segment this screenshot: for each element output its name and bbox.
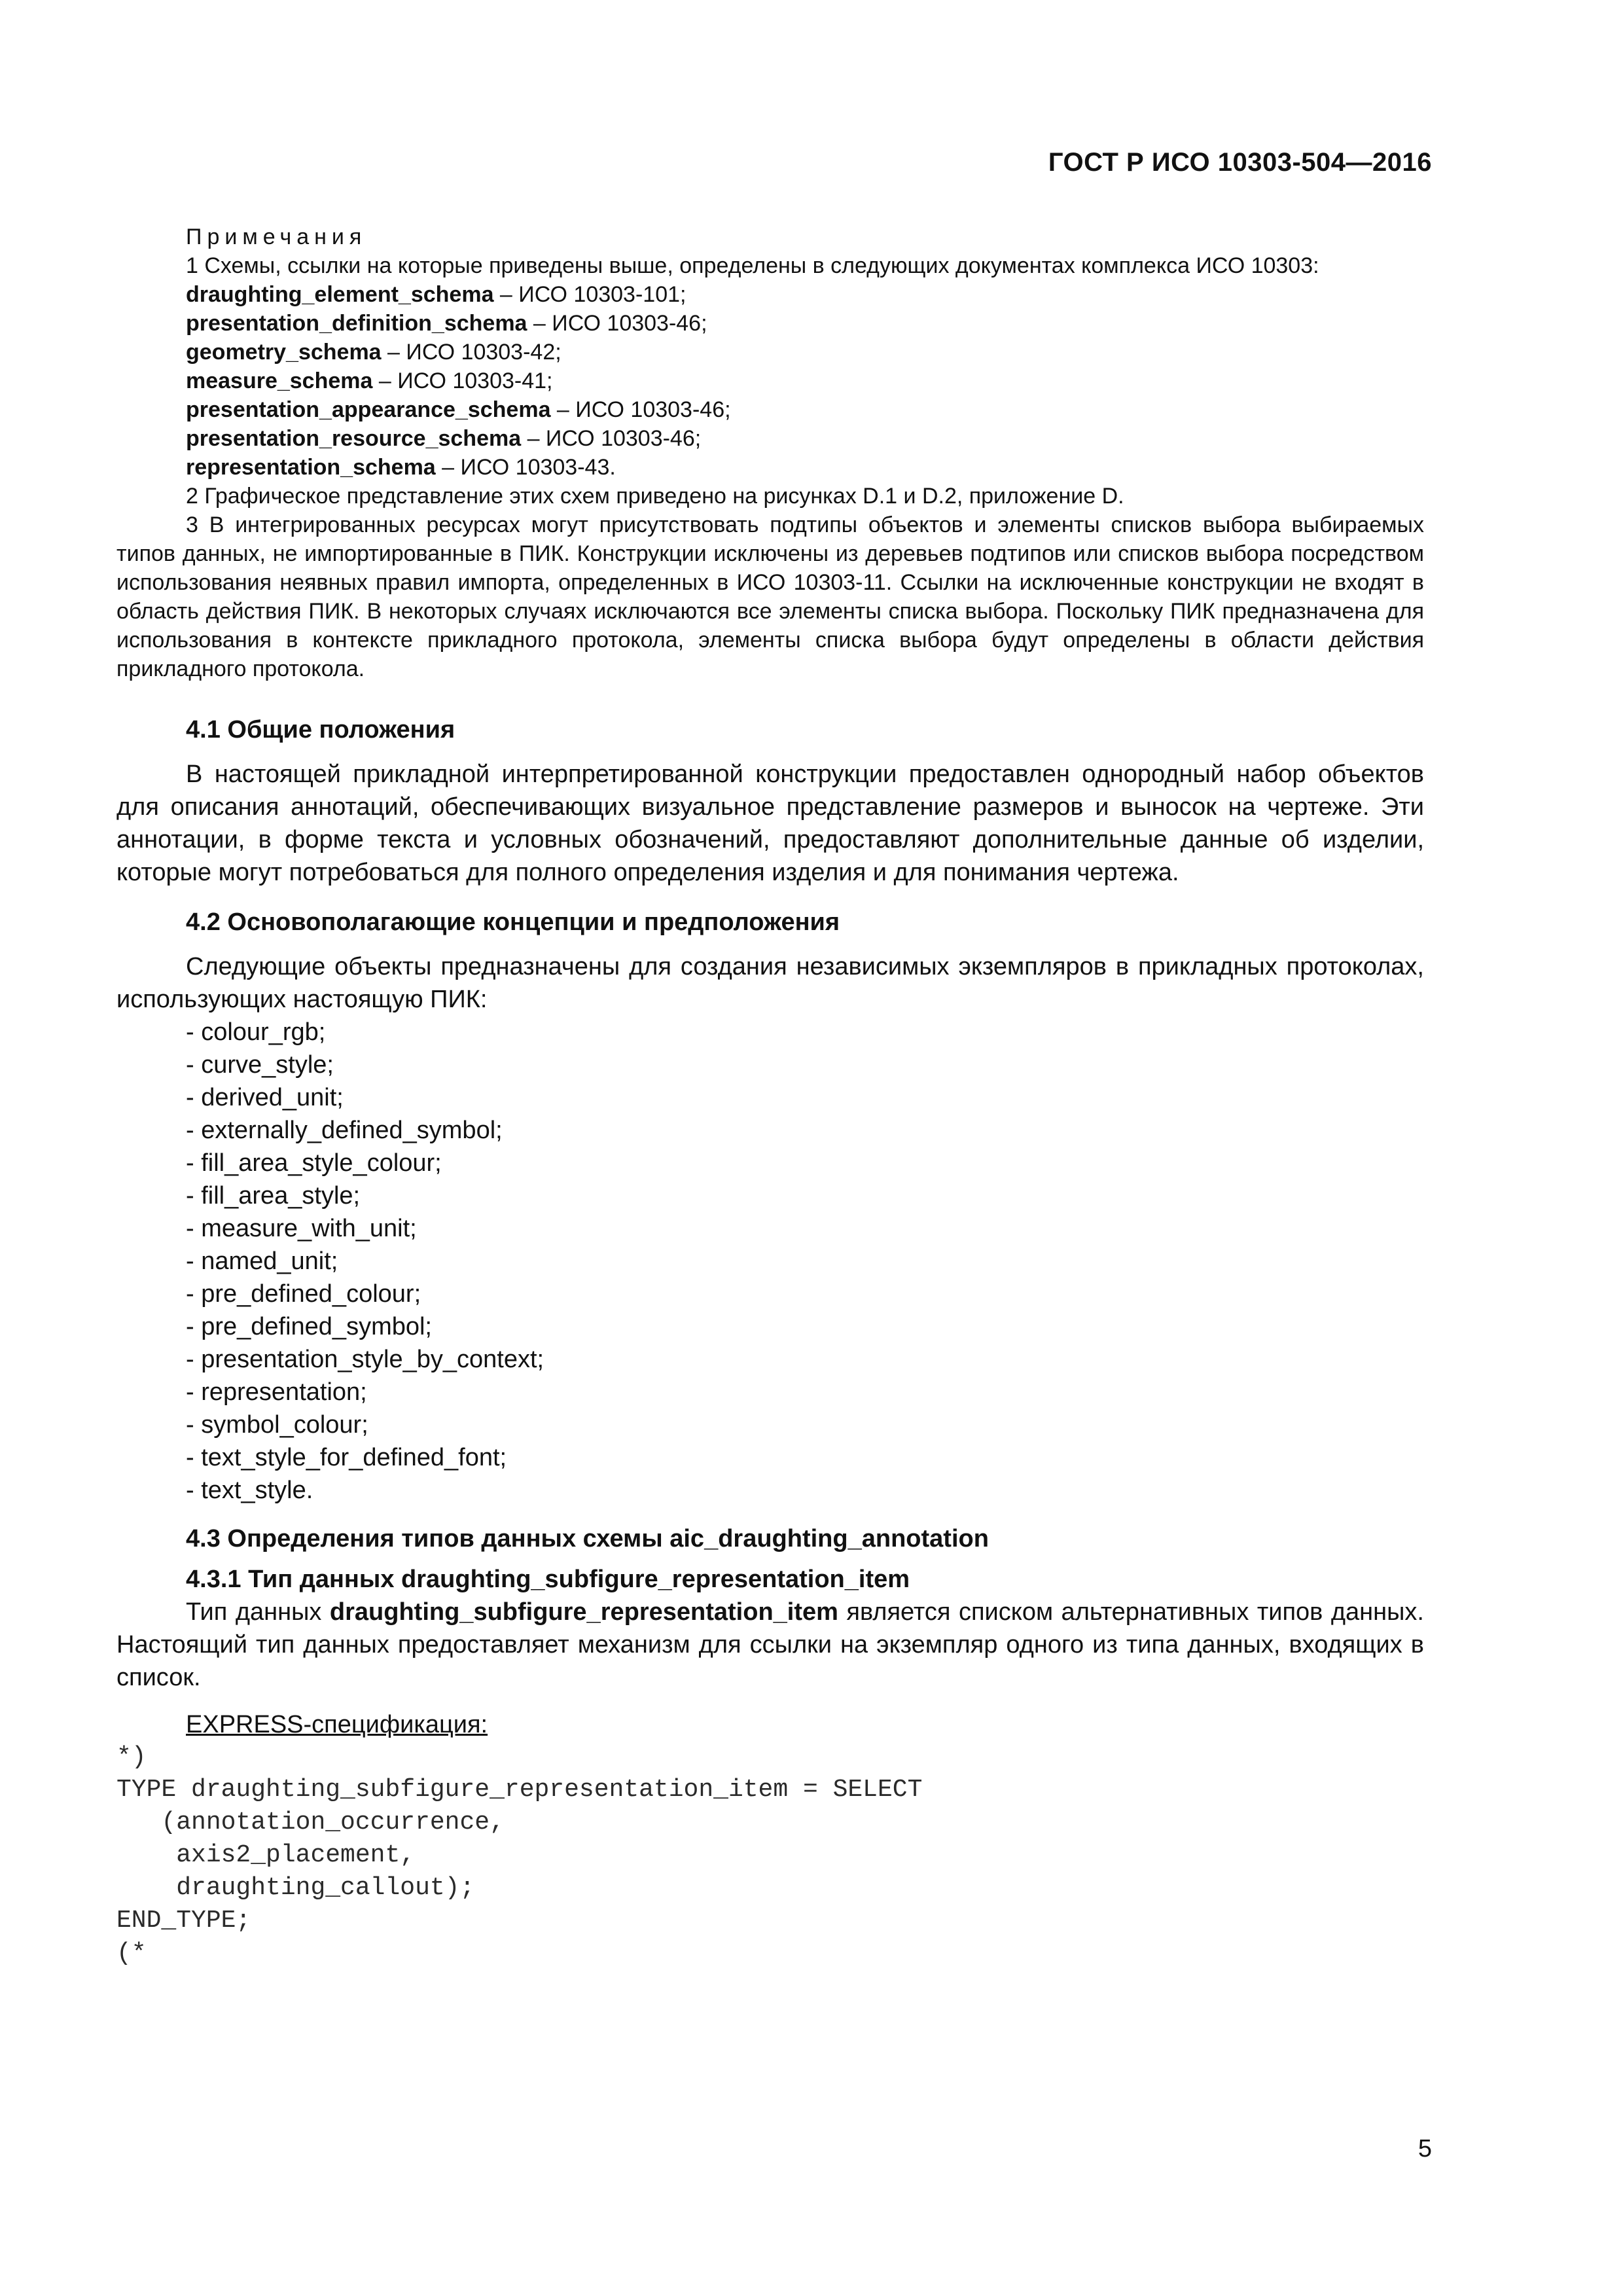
schema-ref: – ИСО 10303-43. <box>435 455 616 480</box>
type-name: draughting_subfigure_representation_item <box>329 1598 838 1626</box>
list-item: - curve_style; <box>186 1051 334 1079</box>
note-1-intro: 1 Схемы, ссылки на которые приведены выше, определены в следующих документах комплекса ИСО 10303: <box>186 253 1319 278</box>
schema-ref: – ИСО 10303-101; <box>493 282 687 307</box>
schema-list <box>116 280 1424 482</box>
code-line: *) <box>116 1743 147 1771</box>
schema-name: presentation_appearance_schema <box>186 397 551 422</box>
list-item: - presentation_style_by_context; <box>186 1346 544 1373</box>
schema-name: presentation_definition_schema <box>186 311 527 336</box>
note-3: 3 В интегрированных ресурсах могут присутствовать подтипы объектов и элементы списков выбора выбираемых типов данных, не импортированные в ПИК. Конструкции исключены из деревьев подтипов или списков выбора посредством использования неявных правил импорта, определенных в ИСО 10303-11. Ссылки на исключенные конструкции не входят в область действия ПИК. В некоторых случаях исключаются все элементы списка выбора. Поскольку ПИК предназначена для использования в контексте прикладного протокола, элементы списка выбора будут определены в области действия прикладного протокола. <box>116 512 1424 681</box>
page-content <box>116 223 1424 1970</box>
schema-line <box>116 367 1424 395</box>
list-item: - pre_defined_colour; <box>186 1280 421 1308</box>
schema-name: geometry_schema <box>186 340 382 365</box>
schema-ref: – ИСО 10303-42; <box>381 340 562 365</box>
list-item: - representation; <box>186 1378 367 1406</box>
code-line: axis2_placement, <box>116 1841 416 1869</box>
list-item: - fill_area_style_colour; <box>186 1149 442 1177</box>
text-post: является списком альтернативных типов данных. Настоящий тип данных предоставляет механизм для ссылки на экземпляр одного из типа данных, входящих в список. <box>116 1598 1424 1691</box>
express-spec-label: EXPRESS-спецификация: <box>186 1711 488 1738</box>
list-item: - measure_with_unit; <box>186 1215 417 1242</box>
list-item: - fill_area_style; <box>186 1182 361 1210</box>
code-line: draughting_callout); <box>116 1874 475 1902</box>
schema-line <box>116 424 1424 453</box>
list-item: - text_style_for_defined_font; <box>186 1444 507 1471</box>
express-code-block <box>116 1741 1424 1970</box>
schema-line <box>116 338 1424 367</box>
schema-ref: – ИСО 10303-46; <box>521 426 702 451</box>
notes-block <box>116 223 1424 683</box>
schema-name: representation_schema <box>186 455 436 480</box>
schema-line <box>116 395 1424 424</box>
document-header: ГОСТ Р ИСО 10303-504—2016 <box>1048 148 1432 177</box>
list-item: - text_style. <box>186 1477 313 1504</box>
section-4-3-1-text <box>116 1596 1424 1694</box>
section-4-2-heading: 4.2 Основополагающие концепции и предположения <box>186 908 840 936</box>
note-2: 2 Графическое представление этих схем приведено на рисунках D.1 и D.2, приложение D. <box>186 484 1124 509</box>
section-4-1-heading: 4.1 Общие положения <box>186 716 455 744</box>
schema-ref: – ИСО 10303-41; <box>372 368 553 393</box>
schema-line <box>116 309 1424 338</box>
section-4-3-heading: 4.3 Определения типов данных схемы aic_draughting_annotation <box>186 1525 989 1552</box>
schema-name: measure_schema <box>186 368 373 393</box>
section-4-1-text: В настоящей прикладной интерпретированной конструкции предоставлен однородный набор объектов для описания аннотаций, обеспечивающих визуальное представление размеров и выносок на чертеже. Эти аннотации, в форме текста и условных обозначений, предоставляют дополнительные данные об изделии, которые могут потребоваться для полного определения изделия и для понимания чертежа. <box>116 761 1424 886</box>
schema-name: draughting_element_schema <box>186 282 494 307</box>
code-line: TYPE draughting_subfigure_representation_item = SELECT <box>116 1776 923 1804</box>
code-line: (annotation_occurrence, <box>116 1808 505 1837</box>
text-pre: Тип данных <box>186 1598 330 1626</box>
object-list <box>116 1016 1424 1507</box>
schema-ref: – ИСО 10303-46; <box>527 311 707 336</box>
list-item: - colour_rgb; <box>186 1018 326 1046</box>
code-line: (* <box>116 1939 147 1967</box>
schema-ref: – ИСО 10303-46; <box>550 397 731 422</box>
list-item: - pre_defined_symbol; <box>186 1313 432 1340</box>
page-number: 5 <box>1418 2135 1432 2162</box>
notes-title: Примечания <box>186 224 367 249</box>
list-item: - externally_defined_symbol; <box>186 1117 503 1144</box>
schema-line <box>116 453 1424 482</box>
section-4-3-1-heading: 4.3.1 Тип данных draughting_subfigure_representation_item <box>186 1566 910 1593</box>
schema-line <box>116 280 1424 309</box>
schema-name: presentation_resource_schema <box>186 426 522 451</box>
list-item: - derived_unit; <box>186 1084 344 1111</box>
list-item: - named_unit; <box>186 1247 338 1275</box>
code-line: END_TYPE; <box>116 1907 251 1935</box>
section-4-2-text: Следующие объекты предназначены для создания независимых экземпляров в прикладных протоколах, использующих настоящую ПИК: <box>116 953 1424 1013</box>
list-item: - symbol_colour; <box>186 1411 368 1439</box>
